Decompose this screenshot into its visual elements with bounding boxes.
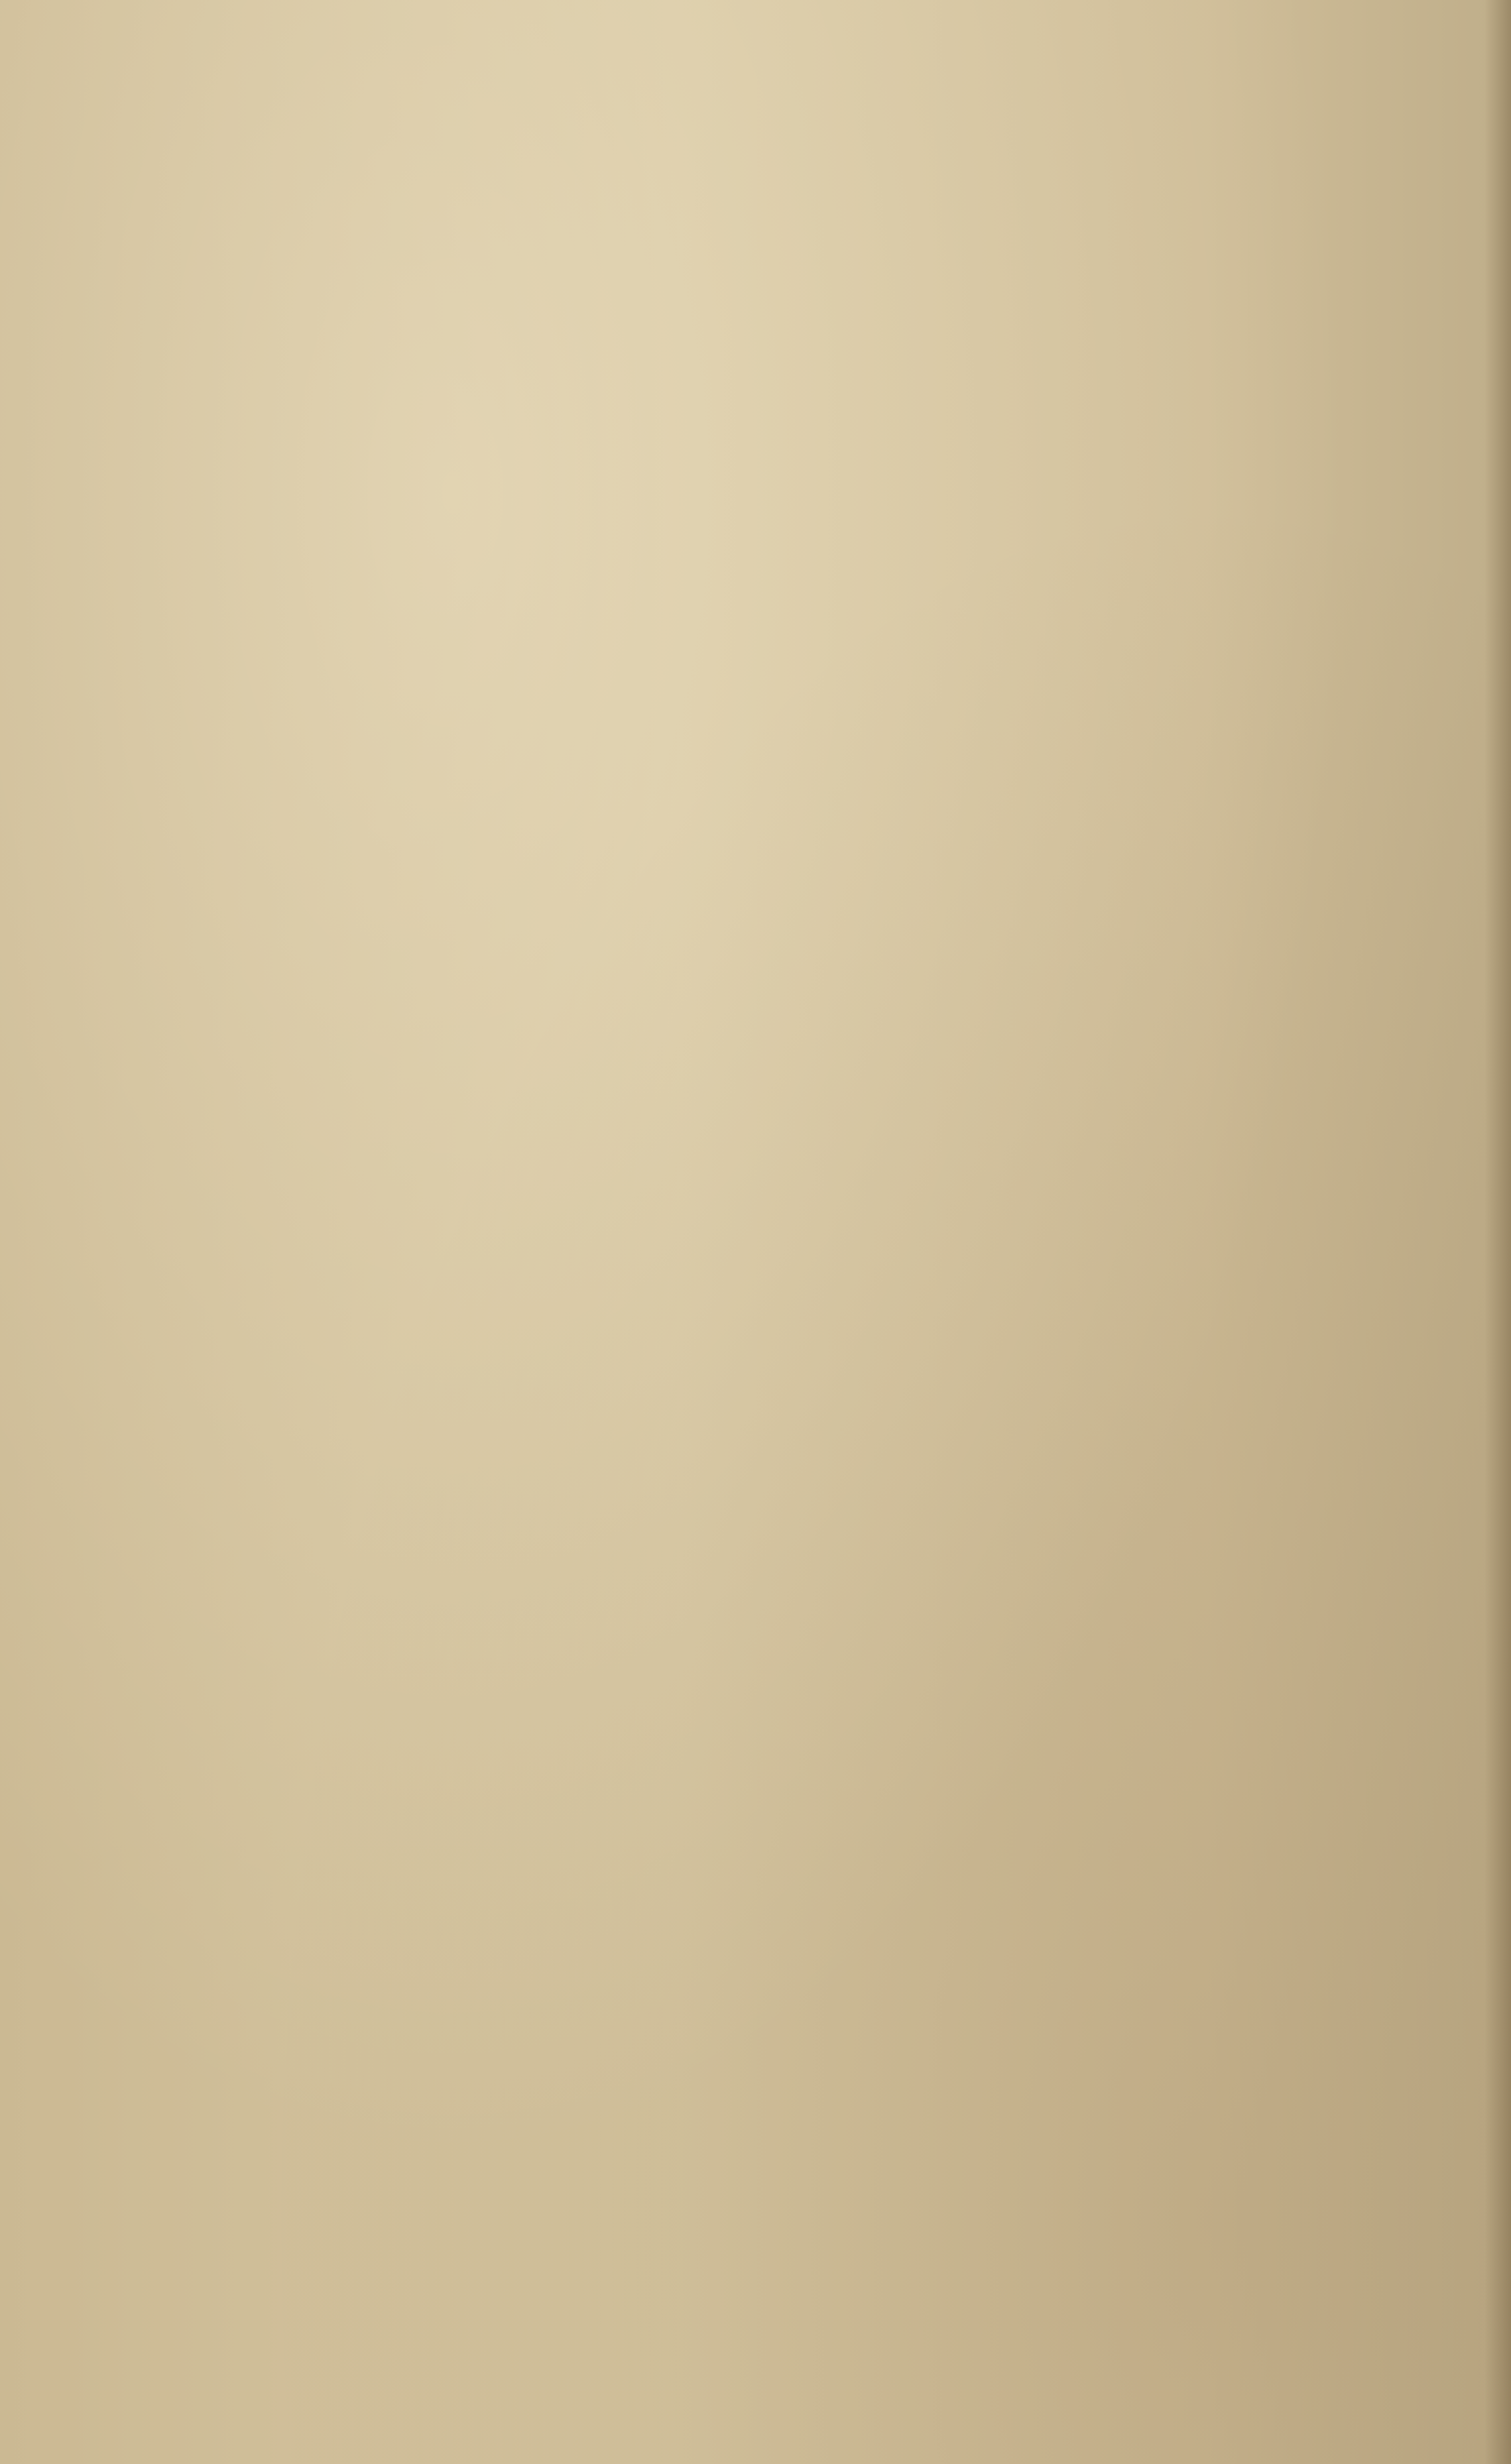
verse-line: [199, 372, 245, 409]
verse-line: [199, 409, 245, 446]
system-3-treble-staff: [0, 1177, 1511, 1309]
system-4-bass-staff: [0, 1896, 1511, 2028]
verse-line: [199, 446, 245, 483]
system-2-treble-staff: [0, 689, 1511, 822]
verses-part-1: [199, 335, 245, 483]
system-3-bass-staff: [0, 1498, 1511, 1631]
system-1-bass-staff: [0, 530, 1511, 663]
system-4-treble-staff: [0, 1661, 1511, 1793]
system-5-treble-staff: [0, 2045, 1511, 2178]
system-2-bass-staff: [0, 1027, 1511, 1160]
system-1-treble-staff: [0, 199, 1511, 331]
verse-line: [199, 335, 245, 372]
system-5-bass-staff: [0, 2277, 1511, 2410]
